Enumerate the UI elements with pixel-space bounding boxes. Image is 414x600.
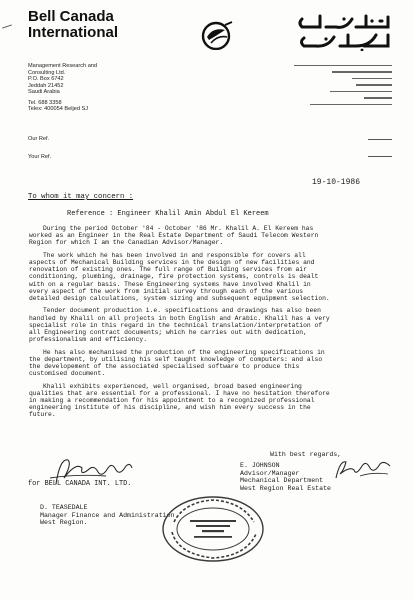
your-ref-label: Your Ref. (28, 154, 52, 160)
corner-mark (2, 24, 12, 28)
closing: With best regards, (270, 451, 342, 458)
bell-logo-icon (201, 20, 235, 50)
your-ref-arabic-label (368, 152, 392, 157)
arabic-brand-logo (296, 13, 392, 51)
signer-left-region: West Region. (40, 519, 88, 527)
paragraph-2: The work which he has been involved in and responsible for covers all aspects of Mechanical Building services in the design of new facilities and renovation of existing ones. The full range of Building services from air conditioning, plumbing, drainage, fire protection systems, controls is dealt with on a regular basis. These Engineering systems have involved Khalil in every aspect of the work from initial survey through each of the various detailed design calculations, system sizing and subsequent equipment selection. (29, 251, 330, 303)
our-ref-label: Our Ref. (28, 136, 50, 142)
company-stamp-icon (160, 494, 266, 564)
paragraph-1: During the period October '84 - October '86 Mr. Khalil A. El Kereem has worked as an Engineer in the Real Estate Department of Saudi Telecom Western Region for which I am the Canadian Advisor/Manager. (29, 225, 319, 247)
company-name: Management Research and Consulting Ltd. (28, 63, 98, 76)
brand-line-1: Bell Canada (28, 8, 114, 25)
brand-wordmark (28, 9, 118, 41)
signer-right-title: Advisor/Manager (240, 469, 300, 477)
letter-date: 19-10-1986 (312, 178, 361, 187)
signer-left-title: Manager Finance and Administration (40, 511, 175, 519)
signer-right-dept: Mechanical Department (240, 477, 324, 485)
arabic-address-block (292, 65, 392, 110)
paragraph-5: Khalil exhibits experienced, well organised, broad based engineering qualities that are essential for a professional. I have no hesitation therefore in making a recommendation for his appointment to a recognized professional engineering institute of his discipline, and wish him every success in the future. (29, 382, 330, 419)
country: Saudi Arabia (28, 89, 60, 95)
telex: Telex: 400054 Beljed SJ (28, 106, 89, 112)
salutation: To whom it may concern : (28, 193, 134, 201)
letter-body (29, 225, 401, 424)
paragraph-4: He has also mechanised the production of the engineering specifications in the department, by utilising his self taught knowledge of computers: and also the developement of the associated specialised software to produce this customised document. (29, 348, 325, 378)
telephone: Tel. 688 3358 (28, 99, 62, 106)
signer-right-region: West Region Real Estate (240, 484, 332, 492)
our-ref-arabic-label (368, 135, 392, 140)
city: Jeddah 21452 (28, 82, 64, 89)
signer-left-name: D. TEASEDALE (40, 504, 88, 511)
brand-line-2: International (28, 24, 119, 41)
signer-right (240, 462, 331, 492)
reference-line: Reference : Engineer Khalil Amin Abdul El Kereem (67, 210, 269, 218)
letterhead-address (28, 63, 106, 113)
paragraph-3: Tender document production i.e. specifications and drawings has also been handled by Khalil on all projects in both English and Arabic. Khalil has a very specialist role in this regard in the technical translation/interpretation of all Engineering contract documents; which he carries out with dedication, professionalism and efficiency. (29, 307, 330, 344)
for-company-line: for BELL CANADA INT. LTD. (28, 480, 132, 488)
signer-right-name: E. JOHNSON (240, 462, 280, 469)
signer-left (40, 504, 175, 527)
signature-right-icon (332, 456, 394, 482)
po-box: P.O. Box 6742 (28, 76, 64, 82)
